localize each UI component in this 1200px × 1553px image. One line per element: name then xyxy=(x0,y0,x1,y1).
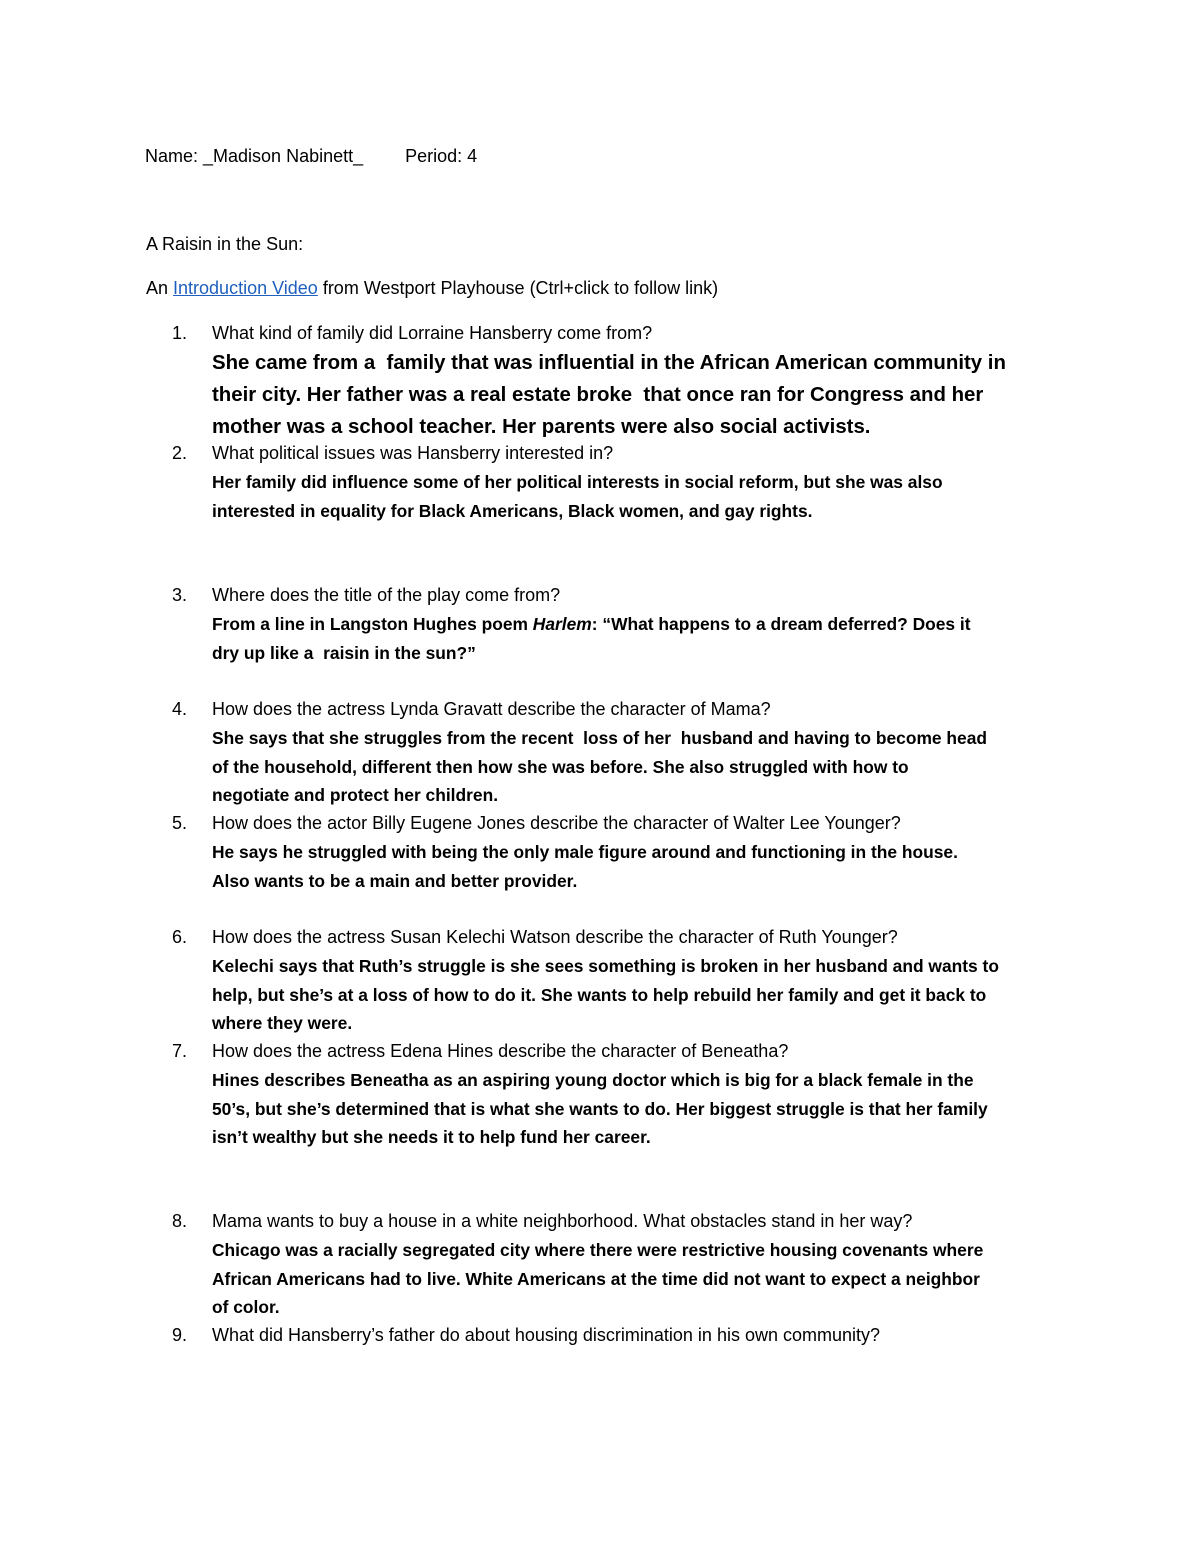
answer-text xyxy=(212,1066,1052,1152)
answer-line: Chicago was a racially segregated city where there were restrictive housing covenants where xyxy=(212,1240,984,1260)
question-text: What kind of family did Lorraine Hansberry come from? xyxy=(212,323,653,343)
answer-line: mother was a school teacher. Her parents were also social activists. xyxy=(212,416,871,438)
question-text: What did Hansberry’s father do about housing discrimination in his own community? xyxy=(212,1325,881,1345)
question-item xyxy=(172,925,1052,1038)
answer-line: their city. Her father was a real estate broke that once ran for Congress and her xyxy=(212,384,984,406)
student-header xyxy=(145,144,477,168)
answer-text xyxy=(212,724,1052,810)
question-item xyxy=(172,1323,1052,1347)
student-name: Name: _Madison Nabinett_ xyxy=(145,146,364,166)
answer-line: Hines describes Beneatha as an aspiring young doctor which is big for a black female in the xyxy=(212,1070,974,1090)
question-text: How does the actress Lynda Gravatt describe the character of Mama? xyxy=(212,699,771,719)
answer-segment: From a line in Langston Hughes poem xyxy=(212,614,533,634)
answer-line: help, but she’s at a loss of how to do it. She wants to help rebuild her family and get it back to xyxy=(212,984,987,1005)
question-item xyxy=(172,1039,1052,1152)
question-text: How does the actor Billy Eugene Jones describe the character of Walter Lee Younger? xyxy=(212,813,901,833)
answer-line: of the household, different then how she was before. She also struggled with how to xyxy=(212,756,909,777)
question-number: 9. xyxy=(172,1325,188,1345)
question-number: 4. xyxy=(172,699,188,719)
question-item xyxy=(172,441,1052,525)
question-number: 8. xyxy=(172,1211,188,1231)
question-text: How does the actress Susan Kelechi Watson describe the character of Ruth Younger? xyxy=(212,927,898,947)
poem-title: Harlem xyxy=(532,614,592,634)
answer-line: Also wants to be a main and better provider. xyxy=(212,870,578,891)
question-number: 3. xyxy=(172,585,188,605)
answer-line: Her family did influence some of her political interests in social reform, but she was also xyxy=(212,472,943,492)
question-number: 2. xyxy=(172,443,188,463)
introduction-video-link[interactable]: Introduction Video xyxy=(173,278,318,298)
document-title: A Raisin in the Sun: xyxy=(146,234,304,254)
intro-suffix: from Westport Playhouse (Ctrl+click to follow link) xyxy=(317,278,719,298)
intro-prefix: An xyxy=(146,278,174,298)
answer-segment: : “What happens to a dream deferred? Does it xyxy=(591,614,971,634)
question-number: 7. xyxy=(172,1041,188,1061)
question-item xyxy=(172,321,1052,443)
question-item xyxy=(172,811,1052,895)
class-period: Period: 4 xyxy=(405,146,478,166)
answer-line xyxy=(212,610,1052,639)
answer-line: interested in equality for Black Americans, Black women, and gay rights. xyxy=(212,500,813,521)
answer-line: She came from a family that was influential in the African American community in xyxy=(212,352,1006,374)
question-item xyxy=(172,583,1052,667)
question-item xyxy=(172,1209,1052,1322)
answer-text xyxy=(212,610,1052,667)
question-text: What political issues was Hansberry interested in? xyxy=(212,443,614,463)
question-number: 1. xyxy=(172,323,188,343)
answer-text xyxy=(212,1236,1052,1322)
answer-line: dry up like a raisin in the sun?” xyxy=(212,642,476,663)
answer-line: He says he struggled with being the only male figure around and functioning in the house. xyxy=(212,842,958,862)
question-number: 6. xyxy=(172,927,188,947)
intro-line xyxy=(146,276,718,300)
question-text: Mama wants to buy a house in a white neighborhood. What obstacles stand in her way? xyxy=(212,1211,913,1231)
answer-line: negotiate and protect her children. xyxy=(212,785,499,805)
answer-text xyxy=(212,347,1052,443)
question-text: How does the actress Edena Hines describe the character of Beneatha? xyxy=(212,1041,789,1061)
answer-line: where they were. xyxy=(212,1013,353,1033)
answer-text xyxy=(212,468,1052,525)
question-item xyxy=(172,697,1052,810)
question-text: Where does the title of the play come from? xyxy=(212,585,561,605)
answer-text xyxy=(212,838,1052,895)
answer-line: 50’s, but she’s determined that is what she wants to do. Her biggest struggle is that her family xyxy=(212,1098,988,1119)
answer-line: African Americans had to live. White Americans at the time did not want to expect a neighbor xyxy=(212,1268,980,1289)
answer-line: She says that she struggles from the recent loss of her husband and having to become head xyxy=(212,728,988,748)
answer-line: Kelechi says that Ruth’s struggle is she sees something is broken in her husband and wants to xyxy=(212,956,999,976)
answer-line: isn’t wealthy but she needs it to help fund her career. xyxy=(212,1127,651,1147)
question-number: 5. xyxy=(172,813,188,833)
answer-text xyxy=(212,952,1052,1038)
answer-line: of color. xyxy=(212,1297,280,1317)
